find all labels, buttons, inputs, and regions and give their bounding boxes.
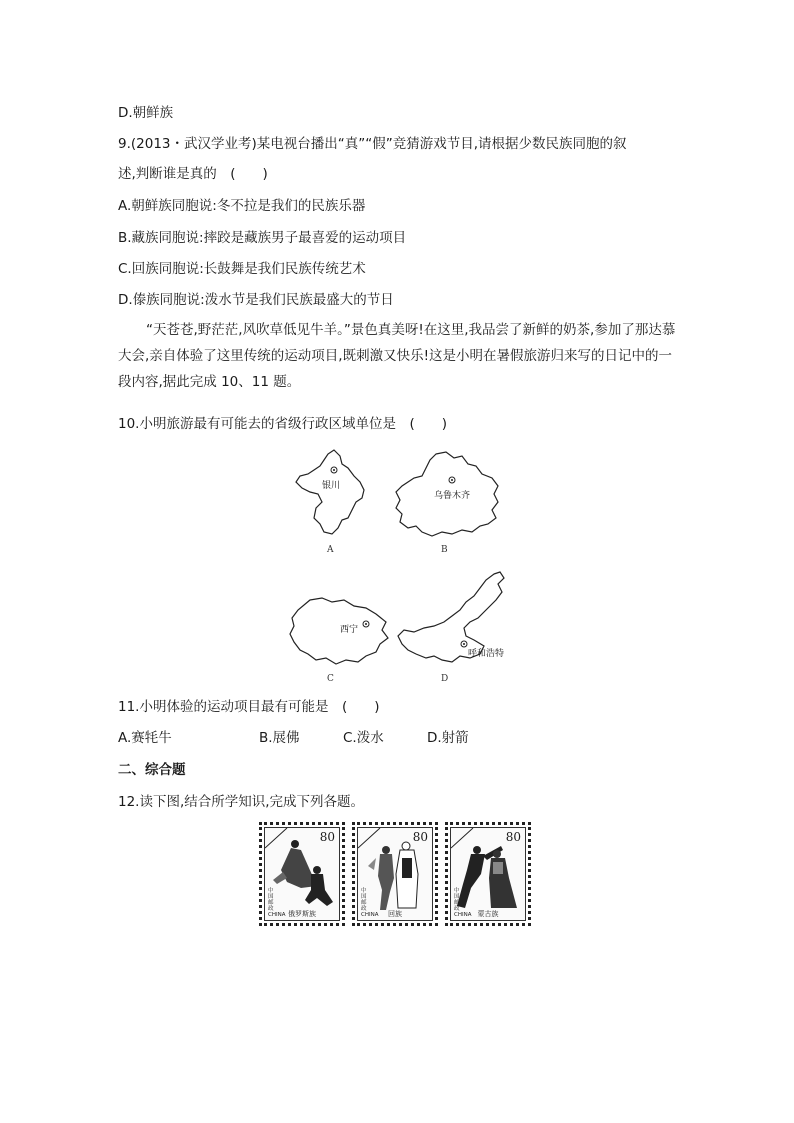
map-d-city: 呼和浩特 bbox=[468, 649, 505, 659]
stamp-country: 中国邮政 CHINA bbox=[361, 888, 379, 918]
map-c-city: 西宁 bbox=[340, 625, 359, 635]
stamp-russian bbox=[259, 822, 345, 926]
stamp-mongol bbox=[445, 822, 531, 926]
q9-option-a: A.朝鲜族同胞说:冬不拉是我们的民族乐器 bbox=[118, 198, 366, 214]
map-c-outline bbox=[286, 596, 392, 666]
q9-stem-line2: 述,判断谁是真的 ( ) bbox=[118, 166, 268, 182]
q11-option-a: A.赛牦牛 bbox=[118, 730, 172, 746]
map-a-ningxia bbox=[292, 448, 372, 540]
map-b-xinjiang bbox=[392, 450, 502, 538]
map-b-letter: B bbox=[441, 545, 448, 555]
map-c-qinghai bbox=[286, 596, 392, 666]
map-d-outline bbox=[394, 570, 526, 670]
stamp-ethnic-label: 蒙古族 bbox=[477, 910, 499, 918]
reading-passage bbox=[118, 317, 678, 395]
map-c-letter: C bbox=[327, 674, 334, 684]
stamp-hui bbox=[352, 822, 438, 926]
q11-option-b: B.展佛 bbox=[259, 730, 300, 746]
q10-stem: 10.小明旅游最有可能去的省级行政区域单位是 ( ) bbox=[118, 416, 448, 432]
stamp-country: 中国邮政 CHINA bbox=[454, 888, 472, 918]
map-b-city: 乌鲁木齐 bbox=[434, 491, 471, 501]
stamp-ethnic-label: 俄罗斯族 bbox=[288, 910, 316, 918]
stamp-value: 80 bbox=[412, 830, 428, 844]
q11-options bbox=[118, 728, 469, 748]
q9-option-b: B.藏族同胞说:摔跤是藏族男子最喜爱的运动项目 bbox=[118, 230, 407, 246]
section-heading: 二、综合题 bbox=[118, 762, 186, 778]
q9-option-d: D.傣族同胞说:泼水节是我们民族最盛大的节日 bbox=[118, 292, 394, 308]
stamp-picture bbox=[357, 827, 433, 921]
stamp-country: 中国邮政 CHINA bbox=[268, 888, 286, 918]
q9-stem-line1: 9.(2013・武汉学业考)某电视台播出“真”“假”竞猜游戏节目,请根据少数民族同胞的叙 bbox=[118, 136, 627, 152]
q9-option-c: C.回族同胞说:长鼓舞是我们民族传统艺术 bbox=[118, 261, 366, 277]
stamp-value: 80 bbox=[319, 830, 335, 844]
stamp-picture bbox=[450, 827, 526, 921]
q11-option-d: D.射箭 bbox=[427, 730, 469, 746]
q8-option-d: D.朝鲜族 bbox=[118, 105, 174, 121]
map-a-city: 银川 bbox=[322, 481, 341, 491]
q11-option-c: C.泼水 bbox=[343, 730, 384, 746]
map-a-letter: A bbox=[327, 545, 334, 555]
reading-passage-text: “天苍苍,野茫茫,风吹草低见牛羊。”景色真美呀!在这里,我品尝了新鲜的奶茶,参加了那达慕大会,亲自体验了这里传统的运动项目,既刺激又快乐!这是小明在暑假旅游归来写的日记中的一段内容,据此完成 10、11 题。 bbox=[118, 322, 676, 390]
map-d-inner-mongolia bbox=[394, 570, 526, 670]
map-a-outline bbox=[292, 448, 372, 540]
map-d-letter: D bbox=[441, 674, 449, 684]
stamp-value: 80 bbox=[505, 830, 521, 844]
q12-stem: 12.读下图,结合所学知识,完成下列各题。 bbox=[118, 794, 365, 810]
stamp-picture bbox=[264, 827, 340, 921]
q11-stem: 11.小明体验的运动项目最有可能是 ( ) bbox=[118, 699, 380, 715]
stamp-ethnic-label: 回族 bbox=[388, 910, 402, 918]
